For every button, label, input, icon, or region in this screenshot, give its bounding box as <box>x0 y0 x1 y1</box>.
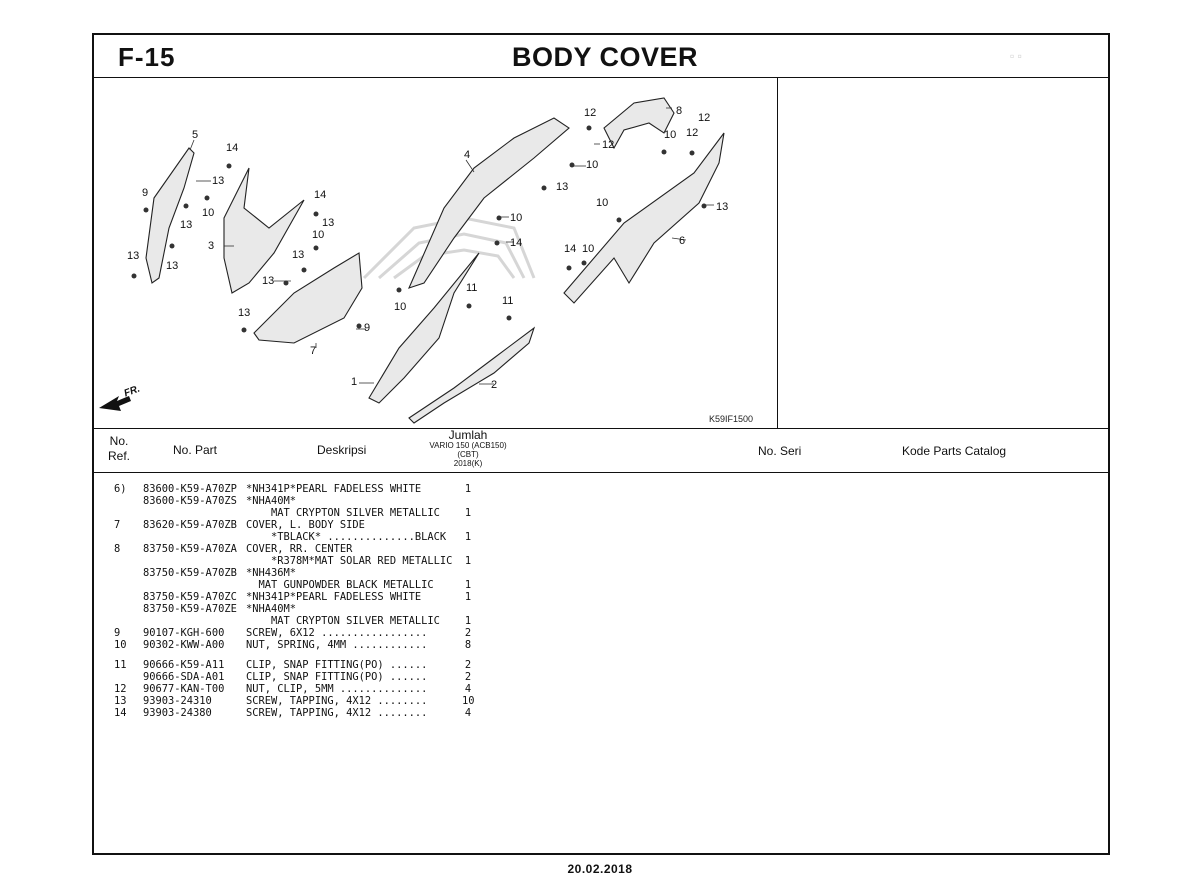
cell-quantity: 1 <box>464 507 472 519</box>
cell-description: NUT, CLIP, 5MM .............. <box>246 683 428 695</box>
table-row <box>100 543 480 555</box>
cell-part-number: 83620-K59-A70ZB <box>143 519 237 531</box>
table-row <box>100 555 480 567</box>
cell-quantity: 1 <box>464 591 472 603</box>
callout-10: 10 <box>596 197 609 209</box>
cell-quantity: 1 <box>464 483 472 495</box>
column-header-no-seri: No. Seri <box>758 444 802 458</box>
callout-10: 10 <box>394 301 407 313</box>
cell-part-number: 83750-K59-A70ZA <box>143 543 237 555</box>
figure-code: K59IF1500 <box>709 414 754 424</box>
cell-description: *NHA40M* <box>246 495 297 507</box>
cell-description: *TBLACK* ..............BLACK <box>246 531 447 543</box>
cell-part-number: 83750-K59-A70ZC <box>143 591 237 603</box>
faint-stamp-mark: ▫ ▫ <box>1010 49 1022 63</box>
cell-ref: 7 <box>114 519 121 531</box>
cell-ref: 11 <box>114 659 127 671</box>
column-header-no-ref: No. Ref. <box>107 434 130 463</box>
table-row <box>100 683 480 695</box>
table-row <box>100 671 480 683</box>
callout-12: 12 <box>584 107 597 119</box>
cell-quantity: 2 <box>464 671 472 683</box>
callout-1: 1 <box>351 376 358 388</box>
table-row <box>100 695 480 707</box>
table-row <box>100 507 480 519</box>
callout-12: 12 <box>602 139 615 151</box>
cell-ref: 10 <box>114 639 127 651</box>
page-title: BODY COVER <box>511 42 699 72</box>
table-row <box>100 519 480 531</box>
cell-description: CLIP, SNAP FITTING(PO) ...... <box>246 671 428 683</box>
cell-quantity: 2 <box>464 627 472 639</box>
cell-part-number: 83600-K59-A70ZP <box>143 483 237 495</box>
cell-description: COVER, L. BODY SIDE <box>246 519 365 531</box>
cell-ref: 6) <box>114 483 127 495</box>
table-row <box>100 707 480 719</box>
callout-13: 13 <box>322 217 335 229</box>
cell-part-number: 83750-K59-A70ZE <box>143 603 237 615</box>
cell-quantity: 4 <box>464 707 472 719</box>
callout-7: 7 <box>310 345 317 357</box>
callout-13: 13 <box>166 260 179 272</box>
column-header-no-part: No. Part <box>173 443 218 457</box>
cell-description: NUT, SPRING, 4MM ............ <box>246 639 428 651</box>
cell-part-number: 90666-SDA-A01 <box>143 671 225 683</box>
part-7-shape <box>254 253 362 343</box>
cell-description: *NHA40M* <box>246 603 297 615</box>
cell-description: MAT CRYPTON SILVER METALLIC <box>246 507 440 519</box>
column-header-deskripsi: Deskripsi <box>317 443 367 457</box>
callout-14: 14 <box>226 142 239 154</box>
cell-description: *NH436M* <box>246 567 297 579</box>
callout-10: 10 <box>582 243 595 255</box>
cell-description: *NH341P*PEARL FADELESS WHITE <box>246 591 422 603</box>
callout-2: 2 <box>491 379 498 391</box>
callout-13: 13 <box>716 201 729 213</box>
cell-ref: 12 <box>114 683 127 695</box>
page-code: F-15 <box>118 42 176 72</box>
cell-quantity: 4 <box>464 683 472 695</box>
table-row <box>100 495 480 507</box>
row-spacer <box>100 651 480 659</box>
divider-table-header-bottom <box>94 472 1108 473</box>
cell-quantity: 8 <box>464 639 472 651</box>
callout-13: 13 <box>262 275 275 287</box>
cell-quantity: 1 <box>464 615 472 627</box>
callout-10: 10 <box>510 212 523 224</box>
cell-quantity: 1 <box>464 555 472 567</box>
table-row <box>100 579 480 591</box>
cell-part-number: 90677-KAN-T00 <box>143 683 225 695</box>
footer-date: 20.02.2018 <box>567 862 633 876</box>
cell-description: *NH341P*PEARL FADELESS WHITE <box>246 483 422 495</box>
part-4-shape <box>409 118 569 288</box>
cell-ref: 9 <box>114 627 121 639</box>
callout-12: 12 <box>686 127 699 139</box>
callout-14: 14 <box>564 243 577 255</box>
cell-description: MAT CRYPTON SILVER METALLIC <box>246 615 440 627</box>
cell-quantity: 10 <box>462 695 475 707</box>
divider-diagram-right <box>777 78 778 428</box>
cell-part-number: 83750-K59-A70ZB <box>143 567 237 579</box>
callout-9: 9 <box>142 187 149 199</box>
table-row <box>100 615 480 627</box>
callout-14: 14 <box>510 237 523 249</box>
column-header-kode-parts-catalog: Kode Parts Catalog <box>902 444 1007 458</box>
cell-quantity: 2 <box>464 659 472 671</box>
callout-6: 6 <box>679 235 686 247</box>
callout-11: 11 <box>502 295 514 307</box>
table-row <box>100 603 480 615</box>
exploded-parts-diagram <box>94 78 777 428</box>
cell-part-number: 93903-24380 <box>143 707 212 719</box>
callout-8: 8 <box>676 105 683 117</box>
cell-quantity: 1 <box>464 531 472 543</box>
table-row <box>100 591 480 603</box>
callout-12: 12 <box>698 112 711 124</box>
table-row <box>100 531 480 543</box>
callout-3: 3 <box>208 240 215 252</box>
cell-part-number: 83600-K59-A70ZS <box>143 495 237 507</box>
cell-part-number: 90107-KGH-600 <box>143 627 225 639</box>
cell-part-number: 93903-24310 <box>143 695 212 707</box>
callout-10: 10 <box>312 229 325 241</box>
divider-table-header-top <box>94 428 1108 429</box>
cell-description: SCREW, TAPPING, 4X12 ........ <box>246 707 428 719</box>
callout-10: 10 <box>202 207 215 219</box>
table-row <box>100 659 480 671</box>
cell-description: *R378M*MAT SOLAR RED METALLIC <box>246 555 453 567</box>
jumlah-year: 2018(K) <box>453 459 483 468</box>
callout-10: 10 <box>586 159 599 171</box>
cell-ref: 13 <box>114 695 127 707</box>
cell-part-number: 90666-K59-A11 <box>143 659 225 671</box>
callout-10: 10 <box>664 129 677 141</box>
callout-14: 14 <box>314 189 327 201</box>
table-row <box>100 627 480 639</box>
cell-ref: 14 <box>114 707 127 719</box>
callout-13: 13 <box>238 307 251 319</box>
callout-13: 13 <box>212 175 225 187</box>
cell-description: CLIP, SNAP FITTING(PO) ...... <box>246 659 428 671</box>
callout-9: 9 <box>364 322 371 334</box>
cell-description: COVER, RR. CENTER <box>246 543 353 555</box>
cell-quantity: 1 <box>464 579 472 591</box>
table-row <box>100 483 480 495</box>
callout-4: 4 <box>464 149 471 161</box>
jumlah-title: Jumlah <box>448 428 488 442</box>
cell-part-number: 90302-KWW-A00 <box>143 639 225 651</box>
callout-13: 13 <box>127 250 140 262</box>
callout-5: 5 <box>192 129 199 141</box>
direction-label: FR. <box>122 383 142 400</box>
column-header-jumlah <box>420 429 516 468</box>
callout-13: 13 <box>556 181 569 193</box>
cell-description: SCREW, TAPPING, 4X12 ........ <box>246 695 428 707</box>
callout-11: 11 <box>466 282 478 294</box>
cell-ref: 8 <box>114 543 121 555</box>
callout-13: 13 <box>180 219 193 231</box>
table-row <box>100 639 480 651</box>
cell-description: MAT GUNPOWDER BLACK METALLIC <box>246 579 434 591</box>
callout-13: 13 <box>292 249 305 261</box>
cell-description: SCREW, 6X12 ................. <box>246 627 428 639</box>
jumlah-model: VARIO 150 (ACB150) <box>429 441 507 450</box>
table-row <box>100 567 480 579</box>
jumlah-type: (CBT) <box>457 450 479 459</box>
parts-table-body <box>100 483 480 719</box>
